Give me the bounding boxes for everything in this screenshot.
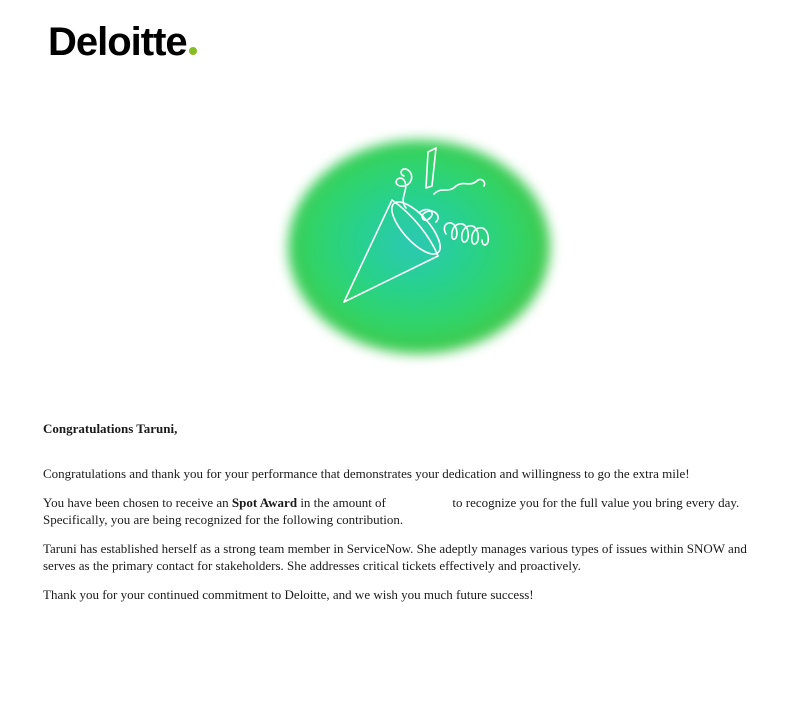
amount-intro-text: in the amount of — [297, 495, 390, 510]
closing-paragraph: Thank you for your continued commitment to Deloitte, and we wish you much future success! — [43, 587, 534, 602]
contribution-paragraph: Taruni has established herself as a strong team member in ServiceNow. She adeptly manages various types of issues within SNOW and serves as the primary contact for stakeholders. She addresses critical tickets effectively and proactively. — [43, 541, 747, 573]
party-popper-icon — [270, 128, 570, 368]
recognition-text: to recognize you for the full value you bring every day. Specifically, you are being recognized for the following contribution. — [43, 495, 740, 527]
award-letter — [43, 420, 763, 615]
deloitte-logo — [48, 22, 197, 62]
award-intro-text: You have been chosen to receive an — [43, 495, 232, 510]
thank-you-paragraph: Congratulations and thank you for your performance that demonstrates your dedication and willingness to go the extra mile! — [43, 466, 690, 481]
logo-green-dot — [189, 47, 197, 55]
award-paragraph — [43, 494, 763, 528]
celebration-illustration — [270, 128, 570, 368]
greeting: Congratulations Taruni, — [43, 421, 178, 436]
logo-wordmark: Deloitte — [48, 20, 187, 64]
award-name: Spot Award — [231, 495, 298, 510]
